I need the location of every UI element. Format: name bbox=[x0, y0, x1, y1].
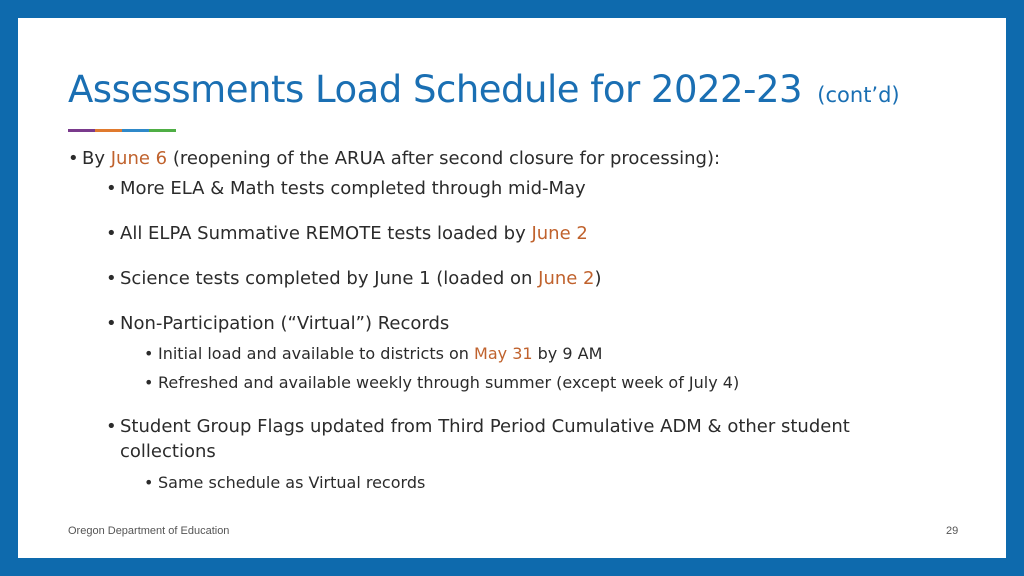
bullet-dot: • bbox=[106, 313, 117, 334]
bullet-same-schedule bbox=[144, 473, 425, 492]
bullet-dot: • bbox=[144, 373, 154, 392]
bullet-by-june-6 bbox=[68, 148, 720, 169]
bullet-dot: • bbox=[106, 223, 117, 244]
slide-title bbox=[68, 68, 900, 111]
bullet-elpa bbox=[106, 223, 588, 244]
highlight-date: June 6 bbox=[110, 148, 168, 169]
bullet-text: by 9 AM bbox=[532, 344, 603, 363]
bullet-dot: • bbox=[106, 268, 117, 289]
highlight-date: June 2 bbox=[531, 223, 588, 244]
accent-segment-1 bbox=[68, 129, 95, 132]
bullet-science bbox=[106, 268, 602, 289]
bullet-ela-math bbox=[106, 178, 586, 199]
bullet-dot: • bbox=[68, 148, 79, 169]
highlight-date: June 2 bbox=[538, 268, 595, 289]
bullet-dot: • bbox=[144, 344, 154, 363]
bullet-initial-load bbox=[144, 344, 602, 363]
bullet-text: Initial load and available to districts on bbox=[158, 344, 475, 363]
highlight-date: May 31 bbox=[474, 344, 533, 363]
accent-segment-3 bbox=[122, 129, 149, 132]
bullet-dot: • bbox=[144, 473, 154, 492]
bullet-dot: • bbox=[106, 178, 117, 199]
bullet-non-participation bbox=[106, 313, 449, 334]
bullet-text: Science tests completed by June 1 (loaded on bbox=[120, 268, 539, 289]
bullet-text: All ELPA Summative REMOTE tests loaded by bbox=[120, 223, 532, 244]
bullet-text: By bbox=[82, 148, 111, 169]
title-suffix: (cont’d) bbox=[817, 83, 900, 107]
title-accent-bar bbox=[68, 129, 176, 132]
accent-segment-4 bbox=[149, 129, 176, 132]
footer-organization: Oregon Department of Education bbox=[68, 525, 230, 537]
bullet-refreshed bbox=[144, 373, 739, 392]
bullet-text: Same schedule as Virtual records bbox=[158, 473, 426, 492]
bullet-text: More ELA & Math tests completed through mid-May bbox=[120, 178, 586, 199]
slide bbox=[18, 18, 1006, 558]
bullet-text: Refreshed and available weekly through summer (except week of July 4) bbox=[158, 373, 740, 392]
accent-segment-2 bbox=[95, 129, 122, 132]
bullet-text: Non-Participation (“Virtual”) Records bbox=[120, 313, 450, 334]
bullet-text: Student Group Flags updated from Third Period Cumulative ADM & other student collections bbox=[120, 416, 850, 462]
bullet-student-group-flags bbox=[106, 414, 896, 464]
bullet-text: (reopening of the ARUA after second closure for processing): bbox=[167, 148, 721, 169]
bullet-text: ) bbox=[594, 268, 602, 289]
slide-number: 29 bbox=[946, 525, 959, 537]
bullet-dot: • bbox=[106, 416, 117, 437]
title-text: Assessments Load Schedule for 2022-23 bbox=[68, 68, 803, 111]
